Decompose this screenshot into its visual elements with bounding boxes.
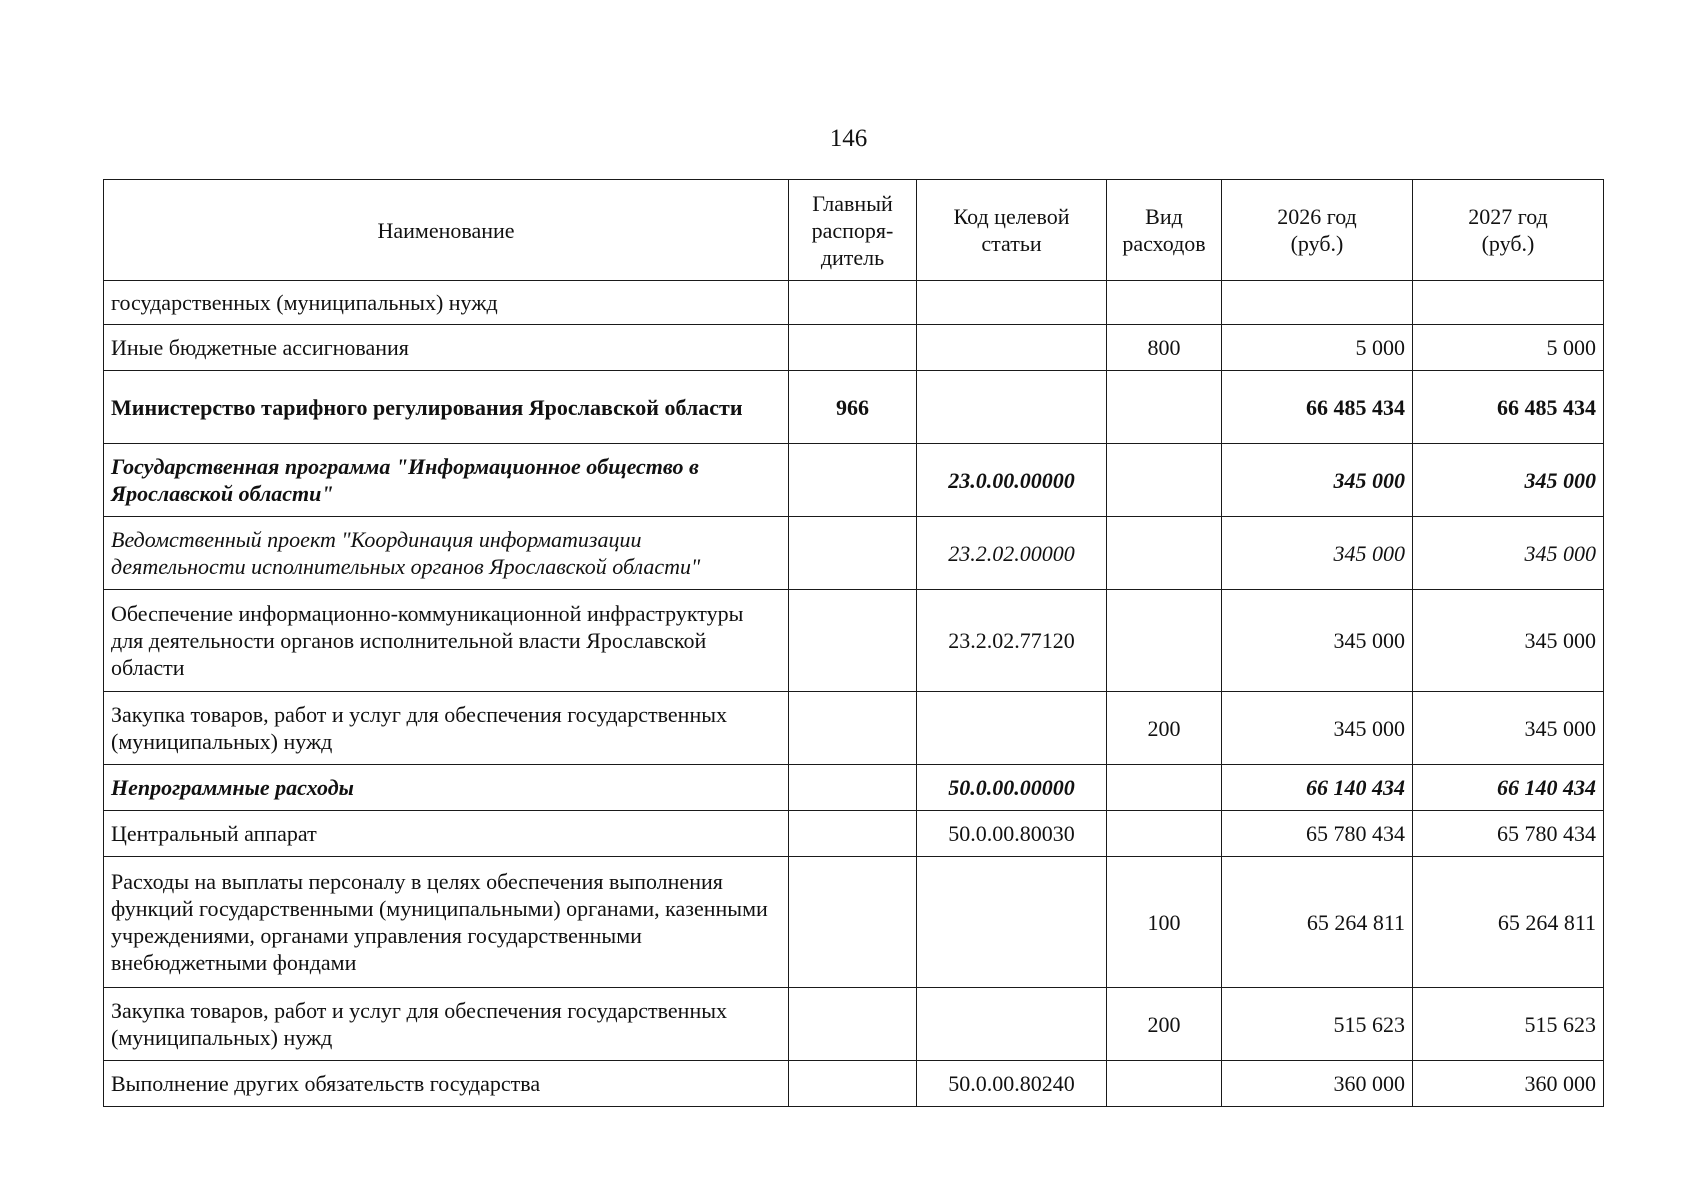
header-2027-line: (руб.) (1481, 231, 1535, 256)
row-grbs (789, 444, 917, 517)
row-2027: 360 000 (1413, 1061, 1604, 1107)
row-2026: 65 264 811 (1222, 857, 1413, 988)
row-2027: 345 000 (1413, 692, 1604, 765)
row-2026: 345 000 (1222, 590, 1413, 692)
header-2027 (1413, 180, 1604, 281)
header-grbs-line: распоря- (811, 217, 894, 243)
row-vid (1107, 281, 1222, 325)
row-vid (1107, 1061, 1222, 1107)
row-vid: 800 (1107, 325, 1222, 371)
row-vid: 100 (1107, 857, 1222, 988)
header-code-line: Код целевой (953, 204, 1070, 229)
row-name: Закупка товаров, работ и услуг для обеспечения государственных (муниципальных) нужд (104, 692, 789, 765)
row-name: Центральный аппарат (104, 811, 789, 857)
row-name: Выполнение других обязательств государства (104, 1061, 789, 1107)
row-2027: 5 000 (1413, 325, 1604, 371)
row-grbs (789, 1061, 917, 1107)
row-name: Министерство тарифного регулирования Ярославской области (104, 371, 789, 444)
row-vid (1107, 444, 1222, 517)
row-code (917, 857, 1107, 988)
row-2027: 66 485 434 (1413, 371, 1604, 444)
row-2027: 345 000 (1413, 444, 1604, 517)
row-2026: 345 000 (1222, 517, 1413, 590)
row-grbs (789, 517, 917, 590)
table-row (104, 444, 1604, 517)
row-2027: 66 140 434 (1413, 765, 1604, 811)
row-2026: 66 140 434 (1222, 765, 1413, 811)
table-row (104, 692, 1604, 765)
row-name: Ведомственный проект "Координация информатизации деятельности исполнительных органов Ярославской области" (104, 517, 789, 590)
header-grbs-line: дитель (820, 244, 885, 270)
header-2026-line: (руб.) (1290, 231, 1344, 256)
page-number: 146 (829, 125, 868, 152)
table-row (104, 281, 1604, 325)
row-2026: 515 623 (1222, 988, 1413, 1061)
row-2027: 345 000 (1413, 590, 1604, 692)
row-code (917, 325, 1107, 371)
table-row (104, 765, 1604, 811)
row-code: 50.0.00.80240 (917, 1061, 1107, 1107)
row-vid (1107, 371, 1222, 444)
row-grbs (789, 281, 917, 325)
header-code-line: статьи (981, 231, 1042, 256)
header-name: Наименование (104, 180, 789, 281)
row-name: Непрограммные расходы (104, 765, 789, 811)
row-code (917, 371, 1107, 444)
table-row (104, 1061, 1604, 1107)
row-2026: 5 000 (1222, 325, 1413, 371)
row-name: Закупка товаров, работ и услуг для обеспечения государственных (муниципальных) нужд (104, 988, 789, 1061)
header-vid-line: расходов (1122, 231, 1206, 256)
row-2026 (1222, 281, 1413, 325)
row-code: 23.0.00.00000 (917, 444, 1107, 517)
row-grbs (789, 811, 917, 857)
row-grbs (789, 590, 917, 692)
row-grbs (789, 692, 917, 765)
row-vid: 200 (1107, 988, 1222, 1061)
row-2026: 66 485 434 (1222, 371, 1413, 444)
row-name: Обеспечение информационно-коммуникационной инфраструктуры для деятельности органов исполнительной власти Ярославской области (104, 590, 789, 692)
budget-table (103, 179, 1604, 1107)
header-2027-line: 2027 год (1468, 204, 1548, 229)
row-2026: 345 000 (1222, 444, 1413, 517)
row-grbs (789, 857, 917, 988)
header-grbs-line: Главный (812, 190, 893, 216)
row-vid (1107, 811, 1222, 857)
row-2027: 65 264 811 (1413, 857, 1604, 988)
header-code (917, 180, 1107, 281)
table-row (104, 590, 1604, 692)
row-vid (1107, 517, 1222, 590)
table-row (104, 857, 1604, 988)
header-2026-line: 2026 год (1277, 204, 1357, 229)
row-grbs (789, 325, 917, 371)
row-2027 (1413, 281, 1604, 325)
table-row (104, 371, 1604, 444)
row-grbs: 966 (789, 371, 917, 444)
table-header-row (104, 180, 1604, 281)
row-name: Государственная программа "Информационное общество в Ярославской области" (104, 444, 789, 517)
table-row (104, 811, 1604, 857)
header-vid (1107, 180, 1222, 281)
table-row (104, 988, 1604, 1061)
row-grbs (789, 988, 917, 1061)
row-vid (1107, 765, 1222, 811)
table-row (104, 517, 1604, 590)
row-name: Расходы на выплаты персоналу в целях обеспечения выполнения функций государственными (муниципальными) органами, казенными учреждениями, органами управления государственными внебюджетными фондами (104, 857, 789, 988)
row-name: государственных (муниципальных) нужд (104, 281, 789, 325)
row-code (917, 692, 1107, 765)
row-grbs (789, 765, 917, 811)
row-vid (1107, 590, 1222, 692)
row-name: Иные бюджетные ассигнования (104, 325, 789, 371)
row-2026: 360 000 (1222, 1061, 1413, 1107)
row-2027: 345 000 (1413, 517, 1604, 590)
row-2026: 345 000 (1222, 692, 1413, 765)
header-grbs (789, 180, 917, 281)
row-code: 50.0.00.00000 (917, 765, 1107, 811)
row-2026: 65 780 434 (1222, 811, 1413, 857)
row-2027: 515 623 (1413, 988, 1604, 1061)
row-code (917, 281, 1107, 325)
row-code (917, 988, 1107, 1061)
header-2026 (1222, 180, 1413, 281)
row-code: 23.2.02.00000 (917, 517, 1107, 590)
row-2027: 65 780 434 (1413, 811, 1604, 857)
row-code: 23.2.02.77120 (917, 590, 1107, 692)
table-row (104, 325, 1604, 371)
row-code: 50.0.00.80030 (917, 811, 1107, 857)
row-vid: 200 (1107, 692, 1222, 765)
header-vid-line: Вид (1145, 204, 1183, 229)
